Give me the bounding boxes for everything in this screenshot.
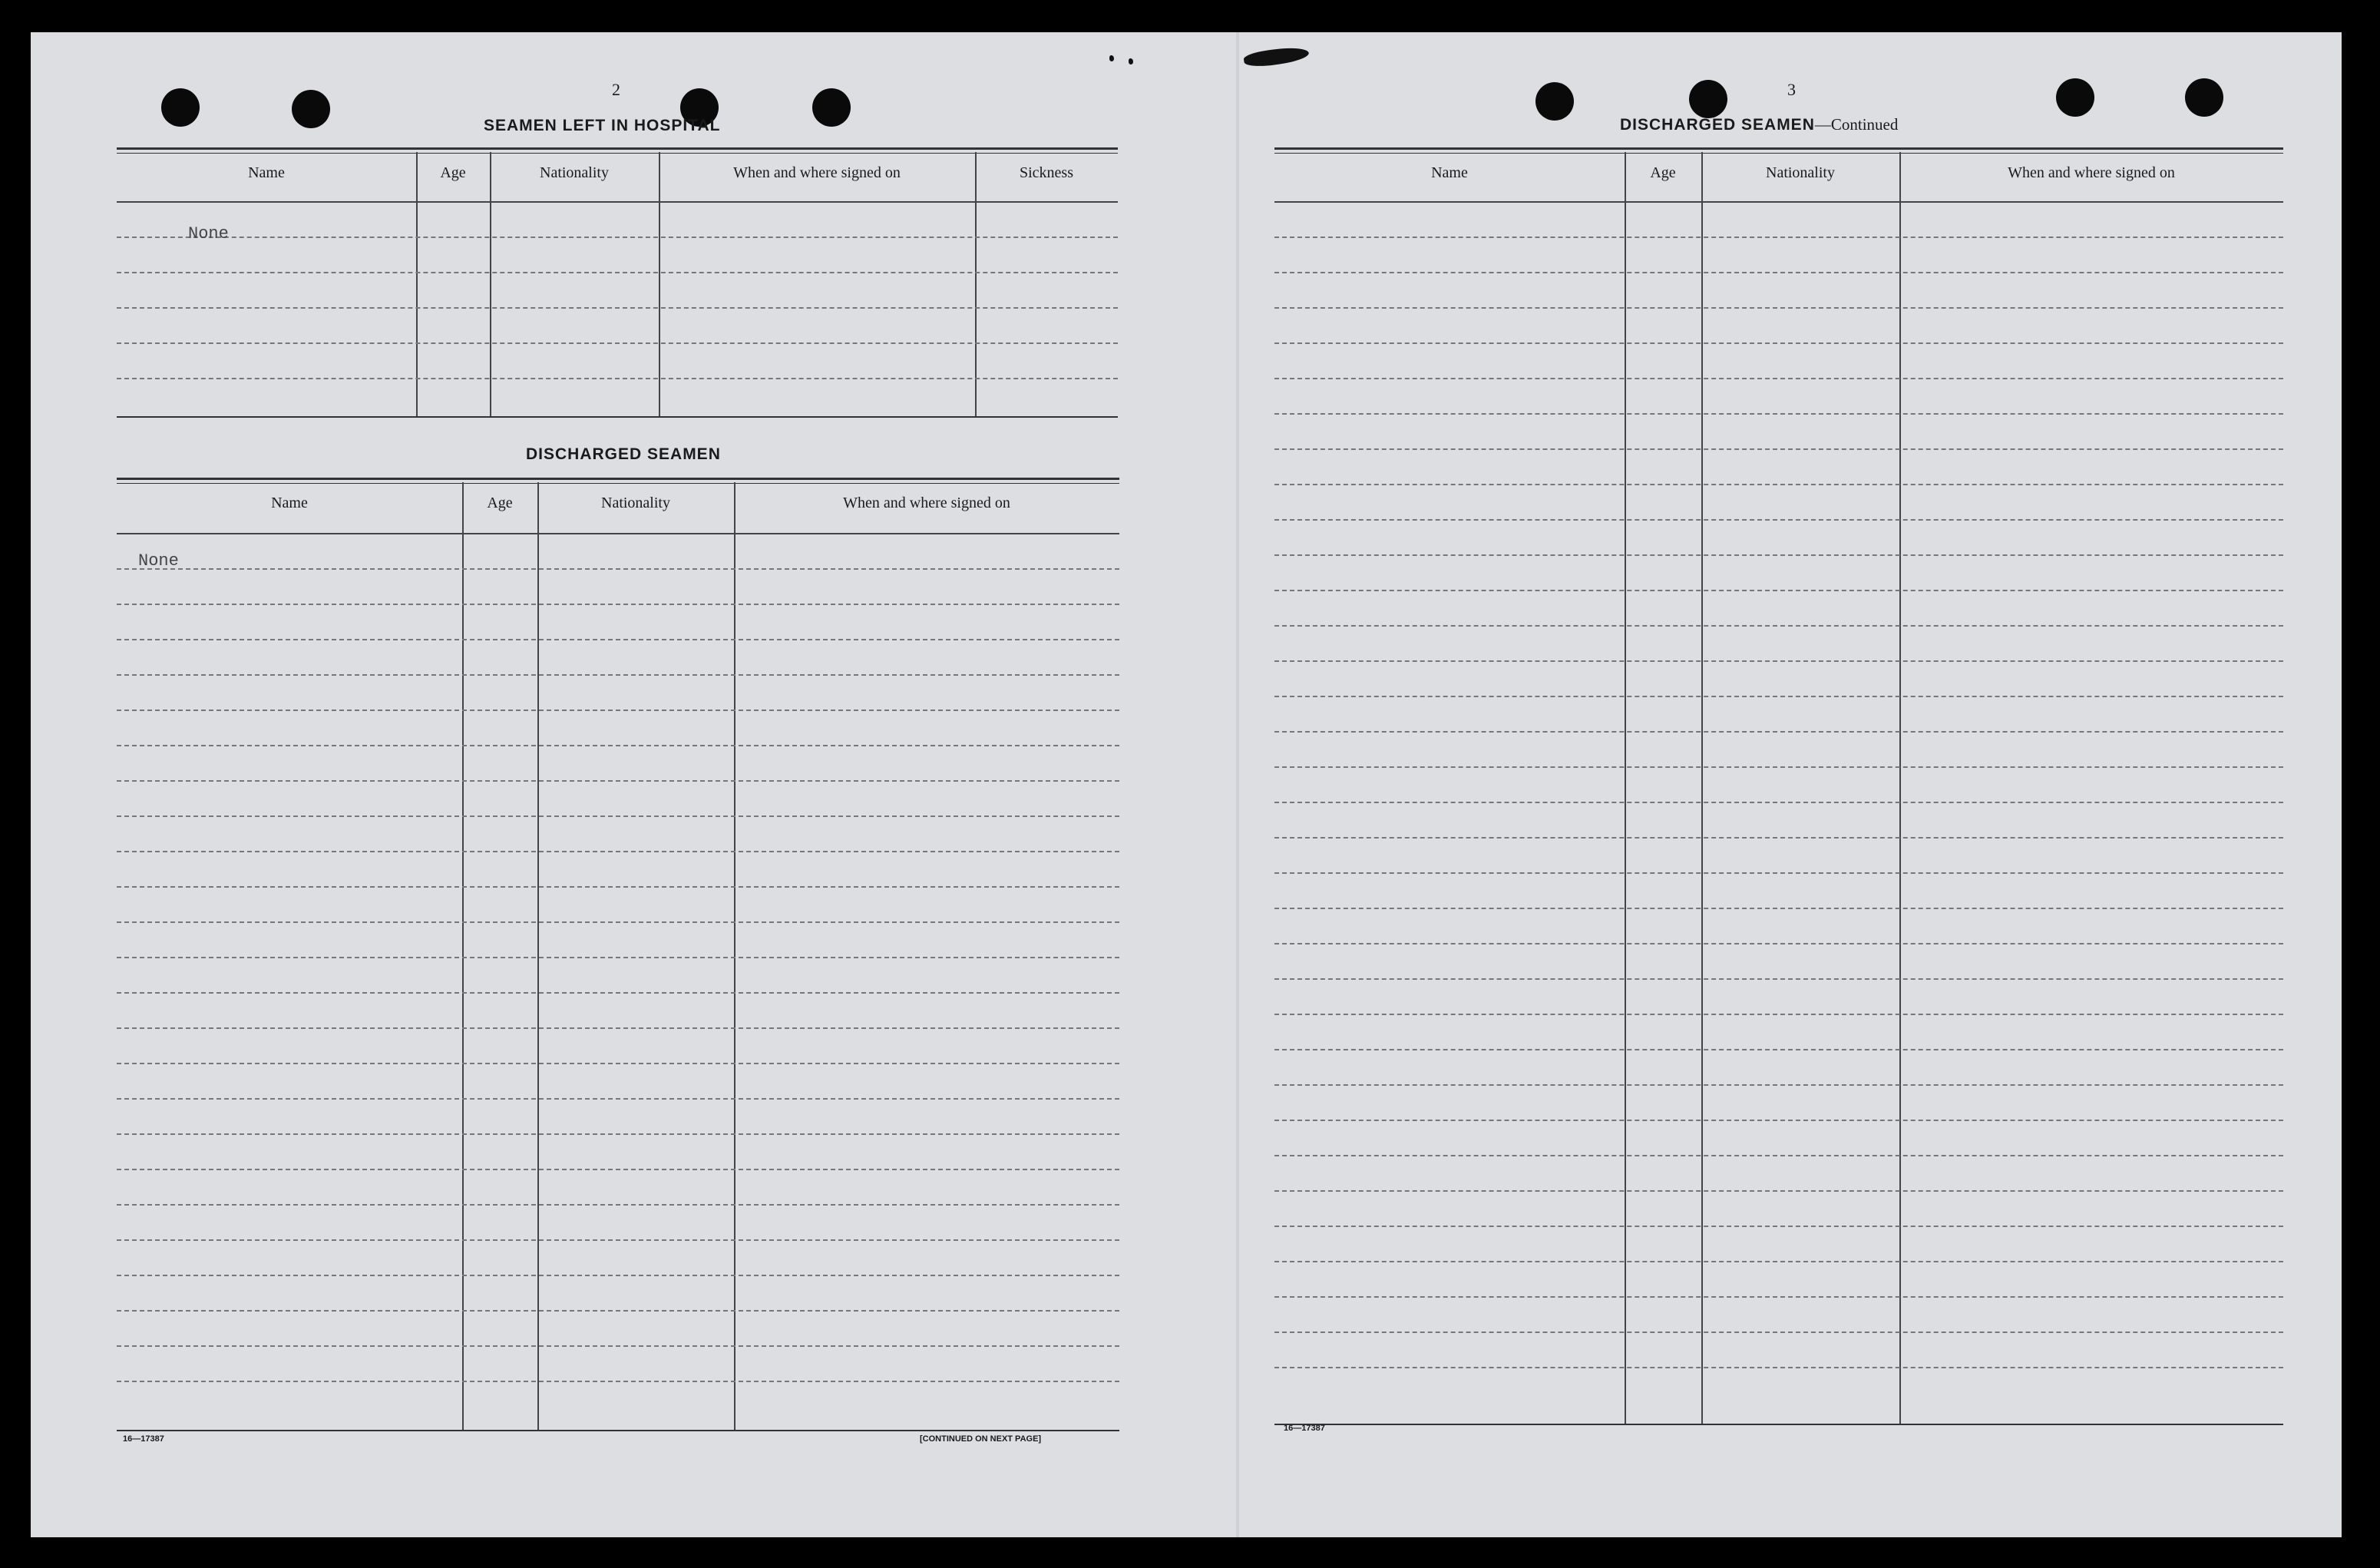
table-row [117, 1345, 1119, 1347]
document-sheet [31, 32, 2342, 1537]
table-row [1274, 413, 2283, 415]
column-header-age: Age [440, 164, 466, 181]
table-row [117, 921, 1119, 923]
table-row [1274, 1120, 2283, 1121]
punch-hole [812, 88, 851, 127]
table-row [1274, 307, 2283, 309]
table-row [1274, 766, 2283, 768]
table-row [117, 237, 1118, 238]
table-row [117, 886, 1119, 888]
table-row [1274, 237, 2283, 238]
table-row [117, 745, 1119, 746]
table-row [1274, 908, 2283, 909]
table-row [1274, 1331, 2283, 1333]
table-row [117, 851, 1119, 852]
page-number-right: 3 [1787, 80, 1796, 99]
table-row [117, 1310, 1119, 1312]
table-row [117, 780, 1119, 782]
hospital-entry: None [188, 224, 229, 243]
table-row [117, 1133, 1119, 1135]
continued-note: [CONTINUED ON NEXT PAGE] [920, 1434, 1042, 1444]
table-row [1274, 1084, 2283, 1086]
ink-smudge [1109, 55, 1114, 61]
table-row [117, 378, 1118, 379]
table-row [117, 1098, 1119, 1100]
punch-hole [2056, 78, 2094, 117]
table-row [1274, 943, 2283, 944]
discharged-entry: None [138, 551, 179, 571]
discharged-section-title: DISCHARGED SEAMEN [526, 445, 721, 463]
ink-smudge [1129, 58, 1133, 65]
table-row [117, 1027, 1119, 1029]
table-row [1274, 1049, 2283, 1050]
table-row [1274, 1261, 2283, 1262]
table-row [117, 957, 1119, 958]
table-row [1274, 519, 2283, 521]
column-header-nationality: Nationality [1766, 164, 1835, 181]
table-row [117, 1204, 1119, 1206]
page-fold [1236, 32, 1239, 1537]
table-row [117, 1381, 1119, 1382]
column-header-signed-on: When and where signed on [733, 164, 901, 181]
table-row [117, 1169, 1119, 1170]
column-header-sickness: Sickness [1020, 164, 1073, 181]
column-header-name: Name [1431, 164, 1468, 181]
form-number-left: 16—17387 [123, 1434, 164, 1444]
table-row [1274, 660, 2283, 662]
table-row [1274, 978, 2283, 980]
table-row [1274, 590, 2283, 591]
table-row [117, 1275, 1119, 1276]
table-row [117, 1239, 1119, 1241]
table-row [117, 342, 1118, 344]
table-row [1274, 1296, 2283, 1298]
table-row [117, 674, 1119, 676]
table-row [117, 992, 1119, 994]
table-row [1274, 378, 2283, 379]
right-section-title [1620, 115, 1898, 134]
punch-hole [292, 90, 330, 128]
column-header-name: Name [248, 164, 285, 181]
table-row [1274, 1190, 2283, 1192]
punch-hole [161, 88, 200, 127]
table-row [117, 1063, 1119, 1064]
table-row [1274, 448, 2283, 450]
table-row [117, 307, 1118, 309]
table-row [1274, 272, 2283, 273]
punch-hole [1535, 82, 1574, 121]
table-row [1274, 872, 2283, 874]
column-header-name: Name [271, 495, 308, 511]
table-row [1274, 484, 2283, 485]
punch-hole [1689, 80, 1727, 118]
column-header-nationality: Nationality [540, 164, 609, 181]
table-row [1274, 554, 2283, 556]
table-row [1274, 1226, 2283, 1227]
table-row [1274, 731, 2283, 733]
table-row [1274, 342, 2283, 344]
table-row [117, 639, 1119, 640]
table-row [117, 815, 1119, 817]
right-title-main: DISCHARGED SEAMEN [1620, 116, 1815, 134]
ink-smudge [1243, 45, 1310, 69]
table-row [1274, 1367, 2283, 1368]
right-title-suffix: —Continued [1814, 115, 1899, 134]
table-row [1274, 1014, 2283, 1015]
discharged-table-right [1274, 147, 2283, 1453]
table-row [1274, 625, 2283, 627]
form-number-right: 16—17387 [1284, 1424, 1325, 1433]
page-number-left: 2 [612, 80, 620, 99]
hospital-table [117, 147, 1118, 455]
table-row [1274, 802, 2283, 803]
punch-hole [2185, 78, 2223, 117]
column-header-nationality: Nationality [601, 495, 670, 511]
table-row [117, 604, 1119, 605]
column-header-age: Age [1650, 164, 1676, 181]
hospital-section-title: SEAMEN LEFT IN HOSPITAL [484, 117, 721, 134]
table-row [1274, 837, 2283, 839]
table-row [117, 272, 1118, 273]
column-header-signed-on: When and where signed on [843, 495, 1010, 511]
table-row [1274, 1155, 2283, 1156]
table-row [1274, 696, 2283, 697]
discharged-table-left [117, 478, 1119, 1460]
column-header-age: Age [487, 495, 513, 511]
table-row [117, 568, 1119, 570]
table-row [117, 710, 1119, 711]
column-header-signed-on: When and where signed on [2008, 164, 2175, 181]
